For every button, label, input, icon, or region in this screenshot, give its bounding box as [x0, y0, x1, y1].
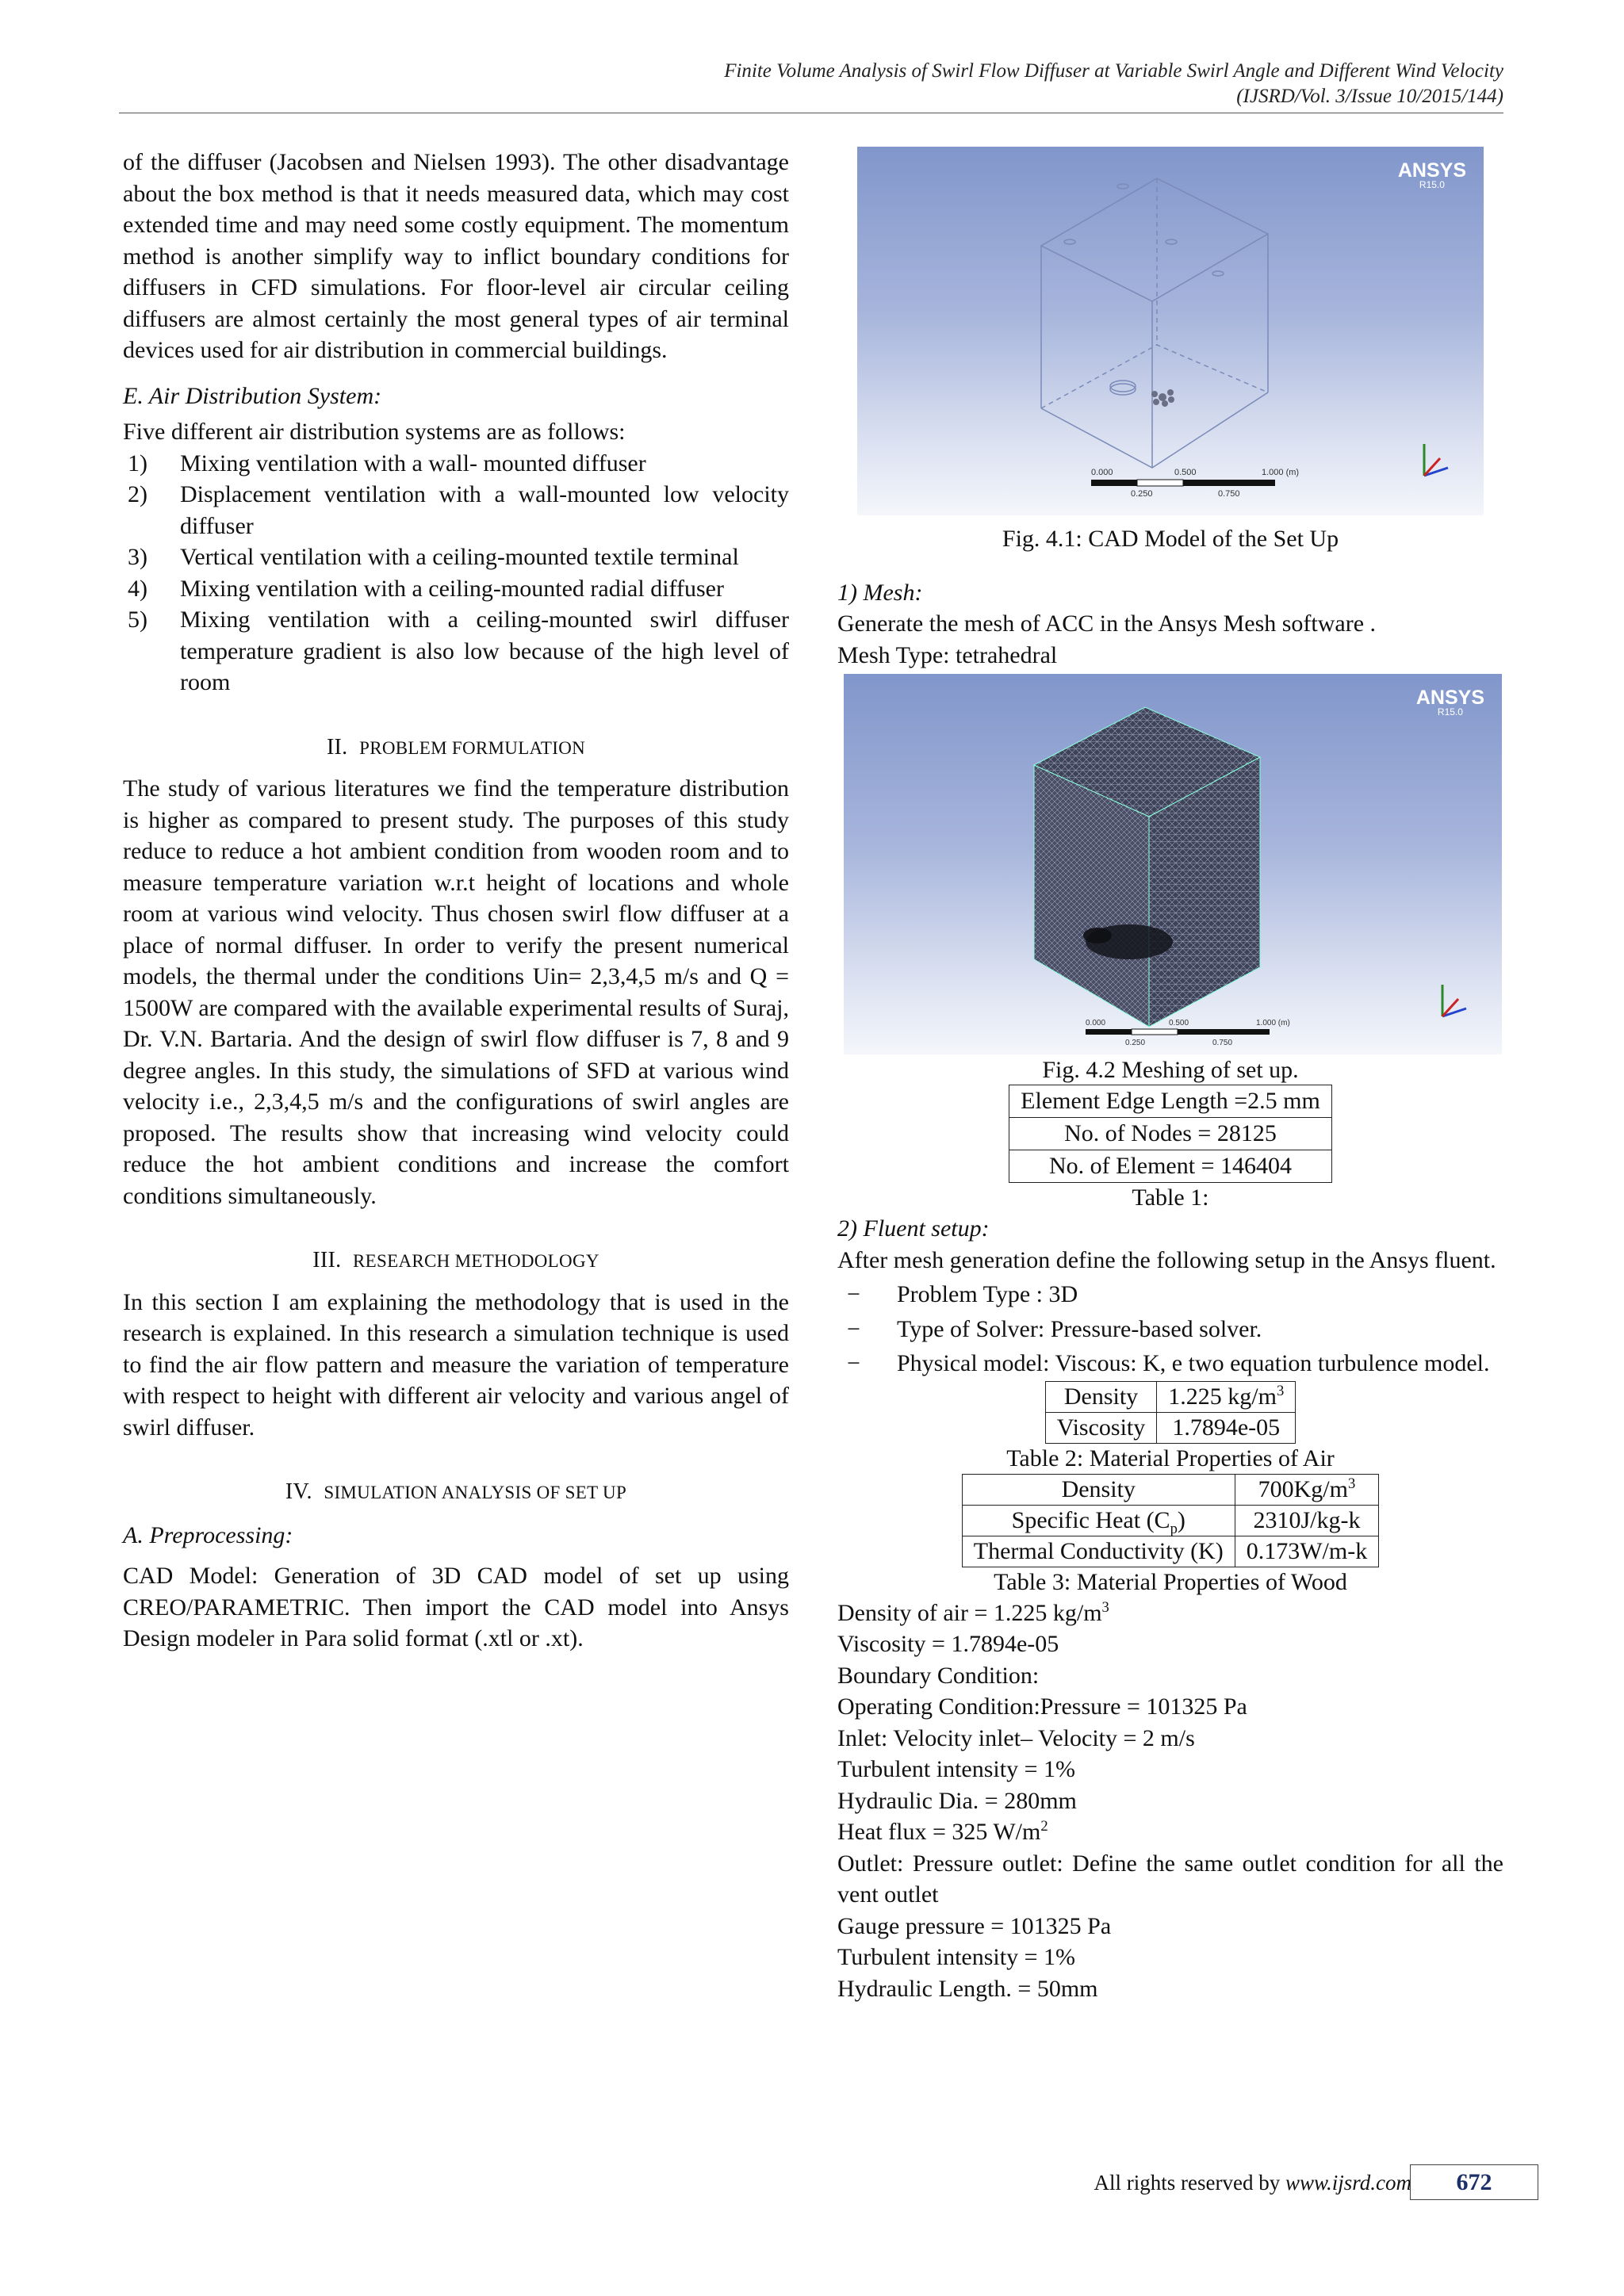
- scale-bar: [1091, 468, 1299, 499]
- table-cell: Specific Heat $(C_p)$: [962, 1505, 1235, 1536]
- scale-label: 1.000 (m): [1256, 1019, 1290, 1027]
- heat-flux: Heat flux = 325 $W/m^2$: [837, 1818, 1048, 1845]
- fluent-description: After mesh generation define the following setup in the Ansys fluent.: [837, 1246, 1496, 1273]
- boundary-conditions: [837, 1598, 1503, 2005]
- boundary-condition-label: Boundary Condition:: [837, 1662, 1040, 1689]
- table-row: [1045, 1381, 1296, 1412]
- list-item: 4) Mixing ventilation with a ceiling-mounted radial diffuser: [128, 575, 724, 602]
- list-item: − Type of Solver: Pressure-based solver.: [847, 1315, 1262, 1342]
- air-distribution-intro: Five different air distribution systems are as follows:: [123, 419, 626, 445]
- scale-bar: [1086, 1019, 1290, 1047]
- air-distribution-list: [123, 448, 789, 698]
- right-column: [837, 147, 1503, 2004]
- table-row: [1045, 1412, 1296, 1443]
- figure-cad-model: [857, 147, 1484, 515]
- scale-label: 0.250: [1125, 1039, 1146, 1047]
- fluent-heading: 2) Fluent setup:: [837, 1215, 990, 1242]
- ansys-logo: ANSYS R15.0: [1415, 687, 1484, 718]
- table-cell: 0.173W/m-k: [1235, 1536, 1378, 1567]
- fluent-settings-list: [837, 1279, 1503, 1380]
- table-row: [962, 1474, 1378, 1505]
- section-4-heading: IV. SIMULATION ANALYSIS OF SET UP: [285, 1479, 627, 1504]
- section-3-text: In this section I am explaining the methodology that is used in the research is explained. In this research a simulation technique is used to find the air flow pattern and measure the variation of temperature with respect to height with different air velocity and various angel of swirl diffuser.: [123, 1288, 789, 1441]
- ansys-logo: ANSYS R15.0: [1397, 159, 1466, 190]
- list-item: 1) Mixing ventilation with a wall- mounted diffuser: [128, 450, 646, 476]
- air-properties-table: [1045, 1381, 1297, 1444]
- table-cell: 1.225 $kg/m^3$: [1157, 1381, 1296, 1412]
- scale-label: 0.000: [1086, 1019, 1106, 1027]
- turbulent-intensity-inlet: Turbulent intensity = 1%: [837, 1756, 1075, 1782]
- table-cell: Thermal Conductivity (K): [962, 1536, 1235, 1567]
- table-row: [962, 1536, 1378, 1567]
- mesh-type: Mesh Type: tetrahedral: [837, 641, 1058, 668]
- scale-label: 0.000: [1091, 468, 1113, 477]
- table-row: No. of Nodes = 28125: [1009, 1118, 1332, 1150]
- mesh-drawing: [844, 674, 1502, 1054]
- section-2-text: The study of various literatures we find the temperature distribution is higher as compared to present study. The purposes of this study reduce to reduce a hot ambient condition from wooden room and to measure temperature variation w.r.t height of locations and whole room at various wind velocity. Thus chosen swirl flow diffuser at a place of normal diffuser. In order to verify the present numerical models, the thermal under the conditions Uin= 2,3,4,5 m/s and Q = 1500W are compared with the available experimental results of Suraj, Dr. V.N. Bartaria. And the design of swirl flow diffuser is 7, 8 and 9 degree angles. In this study, the simulations of SFD at various wind velocity i.e., 2,3,4,5 m/s and the configurations of swirl angles are proposed. The results show that increasing wind velocity could reduce the hot ambient conditions and increase the comfort conditions simultaneously.: [123, 775, 789, 1209]
- page-number: 672: [1410, 2164, 1538, 2200]
- site-link[interactable]: www.ijsrd.com: [1285, 2171, 1411, 2195]
- left-column: [123, 147, 789, 1655]
- scale-label: 0.500: [1169, 1019, 1189, 1027]
- table-cell: 2310J/kg-k: [1235, 1505, 1378, 1536]
- table-cell: Viscosity: [1045, 1412, 1157, 1443]
- cad-wireframe-drawing: [857, 147, 1484, 515]
- mesh-stats-table: [1009, 1085, 1332, 1183]
- hydraulic-length: Hydraulic Length. = 50mm: [837, 1975, 1098, 2002]
- list-item: 2) Displacement ventilation with a wall-mounted low velocity diffuser: [128, 481, 789, 539]
- viscosity-line: Viscosity = 1.7894e-05: [837, 1631, 1059, 1657]
- figure-mesh: [844, 674, 1502, 1054]
- inlet-condition: Inlet: Velocity inlet– Velocity = 2 m/s: [837, 1724, 1195, 1751]
- list-item: − Problem Type : 3D: [847, 1281, 1078, 1307]
- wood-properties-table: [962, 1474, 1379, 1567]
- operating-condition: Operating Condition:Pressure = 101325 Pa: [837, 1693, 1247, 1720]
- subsection-a-heading: A. Preprocessing:: [123, 1521, 293, 1548]
- scale-label: 0.750: [1218, 489, 1240, 499]
- table-cell: Density: [1045, 1381, 1157, 1412]
- turbulent-intensity-outlet: Turbulent intensity = 1%: [837, 1944, 1075, 1970]
- table-row: Element Edge Length =2.5 mm: [1009, 1085, 1332, 1118]
- footer-rights: All rights reserved by www.ijsrd.com: [1094, 2171, 1411, 2195]
- list-item: − Physical model: Viscous: K, e two equation turbulence model.: [847, 1350, 1490, 1376]
- table-2-caption: Table 2: Material Properties of Air: [1006, 1445, 1335, 1471]
- figure-4-2-caption: Fig. 4.2 Meshing of set up.: [1042, 1057, 1299, 1083]
- cad-model-text: CAD Model: Generation of 3D CAD model of set up using CREO/PARAMETRIC. Then import the CAD model into Ansys Design modeler in Para solid format (.xtl or .xt).: [123, 1563, 789, 1651]
- footer-rule: [1410, 2199, 1538, 2200]
- list-item: 5) Mixing ventilation with a ceiling-mounted swirl diffuser temperature gradient is also low because of the high level of room: [128, 607, 789, 695]
- gauge-pressure: Gauge pressure = 101325 Pa: [837, 1912, 1112, 1939]
- subsection-e-heading: E. Air Distribution System:: [123, 382, 382, 409]
- scale-label: 0.750: [1212, 1039, 1233, 1047]
- table-row: [962, 1505, 1378, 1536]
- header-title: Finite Volume Analysis of Swirl Flow Diffuser at Variable Swirl Angle and Different Wind Velocity: [724, 60, 1503, 82]
- header-citation: (IJSRD/Vol. 3/Issue 10/2015/144): [1236, 86, 1503, 107]
- table-1-caption: Table 1:: [1132, 1184, 1209, 1211]
- list-item: 3) Vertical ventilation with a ceiling-mounted textile terminal: [128, 544, 739, 570]
- outlet-condition: Outlet: Pressure outlet: Define the same outlet condition for all the vent outlet: [837, 1850, 1503, 1908]
- scale-label: 0.250: [1131, 489, 1153, 499]
- density-of-air: Density of air = 1.225 $kg/m^3$: [837, 1598, 1109, 1626]
- axis-triad-icon: [1442, 985, 1466, 1016]
- hydraulic-diameter: Hydraulic Dia. = 280mm: [837, 1787, 1077, 1814]
- mesh-description: Generate the mesh of ACC in the Ansys Mesh software .: [837, 610, 1377, 637]
- section-3-heading: III. RESEARCH METHODOLOGY: [312, 1248, 599, 1272]
- figure-4-1-caption: Fig. 4.1: CAD Model of the Set Up: [1002, 526, 1339, 552]
- table-3-caption: Table 3: Material Properties of Wood: [994, 1568, 1347, 1595]
- running-header: [119, 59, 1503, 109]
- table-cell: $700Kg/m^3$: [1235, 1474, 1378, 1505]
- scale-label: 0.500: [1174, 468, 1197, 477]
- table-cell: 1.7894e-05: [1157, 1412, 1296, 1443]
- section-2-heading: II. PROBLEM FORMULATION: [326, 734, 586, 760]
- axis-triad-icon: [1424, 444, 1448, 476]
- paragraph-diffuser: of the diffuser (Jacobsen and Nielsen 1993). The other disadvantage about the box method is that it needs measured data, which may cost extended time and may need some costly equipment. The momentum method is another simplify way to inflict boundary conditions for diffusers in CFD simulations. For floor-level air circular ceiling diffusers are almost certainly the most general types of air terminal devices used for air distribution in commercial buildings.: [123, 149, 789, 363]
- scale-label: 1.000 (m): [1262, 468, 1300, 477]
- mesh-heading: 1) Mesh:: [837, 579, 923, 606]
- table-row: No. of Element = 146404: [1009, 1150, 1332, 1183]
- table-cell: Density: [962, 1474, 1235, 1505]
